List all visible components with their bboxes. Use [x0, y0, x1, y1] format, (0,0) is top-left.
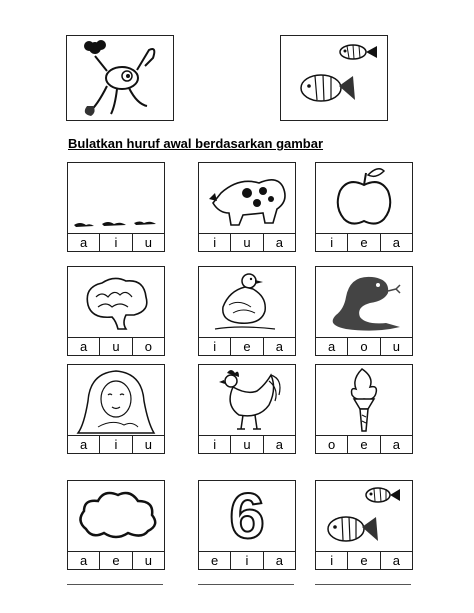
card-snake [315, 266, 413, 356]
letter-choices [315, 234, 413, 252]
card-cloud [67, 480, 165, 570]
letter-option[interactable]: i [316, 552, 348, 569]
card-apple [315, 162, 413, 252]
card-rhino [198, 162, 296, 252]
letter-option[interactable]: i [199, 436, 231, 453]
card-girl [67, 364, 165, 454]
letter-option[interactable]: e [231, 338, 263, 355]
divider [315, 584, 411, 585]
letter-option[interactable]: e [100, 552, 132, 569]
example-card-lobster [66, 35, 174, 121]
letter-option[interactable]: e [348, 234, 380, 251]
card-number [198, 480, 296, 570]
torch-icon [316, 365, 412, 435]
apple-icon [316, 163, 412, 233]
letter-option[interactable]: a [68, 436, 100, 453]
letter-option[interactable]: a [392, 553, 400, 568]
rooster-icon [199, 365, 295, 435]
letter-choices [315, 436, 413, 454]
brain-icon [68, 267, 164, 337]
card-fish [315, 480, 413, 570]
letter-choices [198, 552, 296, 570]
letter-option[interactable]: a [68, 552, 100, 569]
letter-option[interactable]: u [231, 234, 263, 251]
letter-option[interactable]: i [100, 234, 132, 251]
letter-option[interactable]: a [275, 235, 283, 250]
lobster-icon [67, 36, 173, 120]
letter-option[interactable]: a [316, 338, 348, 355]
letter-option[interactable]: i [316, 234, 348, 251]
letter-option[interactable]: i [100, 436, 132, 453]
letter-option[interactable]: i [199, 234, 231, 251]
ants-icon [68, 163, 164, 233]
letter-option[interactable]: u [144, 437, 152, 452]
letter-option[interactable]: a [68, 338, 100, 355]
letter-option[interactable]: o [316, 436, 348, 453]
card-duck [198, 266, 296, 356]
letter-choices [198, 436, 296, 454]
fish-icon [316, 481, 412, 551]
card-ants [67, 162, 165, 252]
letter-option[interactable]: i [231, 552, 263, 569]
letter-option[interactable]: a [275, 339, 283, 354]
letter-option[interactable]: u [100, 338, 132, 355]
card-torch [315, 364, 413, 454]
letter-choices [315, 338, 413, 356]
letter-choices [67, 234, 165, 252]
instruction-heading: Bulatkan huruf awal berdasarkan gambar [68, 136, 324, 151]
divider [67, 584, 163, 585]
letter-option[interactable]: a [392, 437, 400, 452]
divider [198, 584, 294, 585]
letter-option[interactable]: e [348, 552, 380, 569]
letter-option[interactable]: a [392, 235, 400, 250]
letter-choices [67, 338, 165, 356]
cloud-icon [68, 481, 164, 551]
letter-option[interactable]: u [392, 339, 400, 354]
letter-choices [198, 338, 296, 356]
letter-option[interactable]: u [144, 235, 152, 250]
letter-option[interactable]: e [199, 552, 231, 569]
snake-icon [316, 267, 412, 337]
letter-option[interactable]: a [68, 234, 100, 251]
letter-option[interactable]: a [275, 437, 283, 452]
letter-option[interactable]: a [275, 553, 283, 568]
girl-icon [68, 365, 164, 435]
letter-option[interactable]: o [348, 338, 380, 355]
letter-choices [67, 436, 165, 454]
example-card-fish [280, 35, 388, 121]
rhino-icon [199, 163, 295, 233]
letter-choices [198, 234, 296, 252]
letter-option[interactable]: i [199, 338, 231, 355]
letter-option[interactable]: u [144, 553, 152, 568]
duck-icon [199, 267, 295, 337]
letter-choices [67, 552, 165, 570]
number-icon: 6 [229, 480, 265, 552]
letter-option[interactable]: o [144, 339, 152, 354]
letter-option[interactable]: e [348, 436, 380, 453]
card-brain [67, 266, 165, 356]
letter-choices [315, 552, 413, 570]
letter-option[interactable]: u [231, 436, 263, 453]
fish-icon [281, 36, 387, 120]
card-rooster [198, 364, 296, 454]
